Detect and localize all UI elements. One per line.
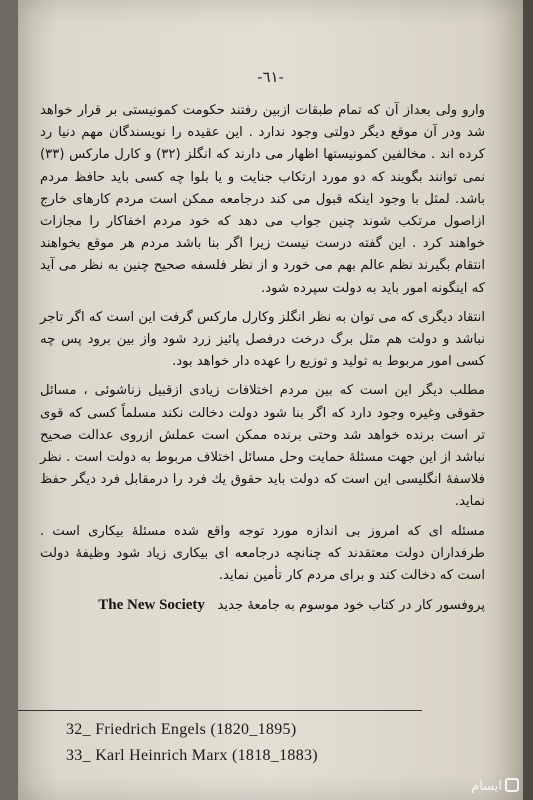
watermark-text: ایسام: [471, 779, 502, 794]
closing-line-text: پروفسور کار در کتاب خود موسوم به جامعهٔ جدید: [217, 598, 485, 614]
watermark-icon: [505, 778, 519, 792]
book-page: [18, 0, 523, 800]
paragraph: وارو ولی بعداز آن که تمام طبقات ازبین رفتند حکومت کمونیستی بر قرار خواهد شد ودر آن موقع دیگر دولتی وجود ندارد . این عقیده را نویسندگان مهم دنیا رد کرده اند . مخالفین کمونیستها اظهار می دارند که انگلز (٣٢) و کارل مارکس (٣٣) نمی توانند بگویند که دو مورد ارتکاب جنایت و یا بلوا چه کسی باید حافظ مردم باشد. لمثل با وجود اینکه قبول می کند درجامعه ممکن است مردم کارهای خارج ازاصول مرتکب شوند چنین جواب می دهد که خود مردم اخفاکار را مجازات خواهند کرد . این گفته درست نیست زیرا اگر بنا باشد مردم هر موقع بخواهند انتقام بگیرند نظم عالم بهم می خورد و از نظر فلسفه صحیح چنین به نظر می آید که اینگونه امور باید به دولت سپرده شود.: [40, 103, 485, 296]
page-edge-shadow: [523, 0, 533, 800]
paragraph: مطلب دیگر این است که بین مردم اختلافات زیادی ازقبیل زناشوئی ، مسائل حقوقی وغیره وجود دارد که اگر بنا شود دولت دخالت نکند مسلماً کسی که قوی تر است برنده خواهد شد وحتی برنده ممکن است عملش ازروی عدالت صحیح نباشد از این جهت مسئلهٔ حمایت وحل مسائل اختلاف مربوط به دولت است . نظر فلاسفهٔ انگلیسی این است که دولت باید حقوق یك فرد را درمقابل فرد دیگر حفظ نماید.: [40, 383, 485, 510]
page-number: -٦١-: [257, 68, 284, 86]
footnote-33: 33_ Karl Heinrich Marx (1818_1883): [66, 747, 318, 764]
book-title: The New Society: [98, 597, 205, 614]
main-text: [40, 100, 485, 624]
footnote-divider: [18, 710, 422, 711]
watermark: [471, 778, 519, 794]
paragraph: انتقاد دیگری که می توان به نظر انگلز وکارل مارکس گرفت این است که اگر تاجر نباشد و دولت هم مثل برگ درخت درفصل پائیز زرد شود واز بین برود پس چه کسی امور مربوط به تولید و توزیع را عهده دار خواهد بود.: [40, 309, 485, 370]
footnotes: [66, 717, 318, 769]
paragraph: مسئله ای که امروز بی اندازه مورد توجه واقع شده مسئلهٔ بیکاری است . طرفداران دولت معتقدند که چنانچه درجامعه ای بیکاری زیاد شود وظیفهٔ دولت است که دخالت کند و برای مردم کار تأمین نماید.: [40, 523, 485, 584]
footnote-32: 32_ Friedrich Engels (1820_1895): [66, 721, 297, 738]
closing-line: [40, 594, 485, 617]
